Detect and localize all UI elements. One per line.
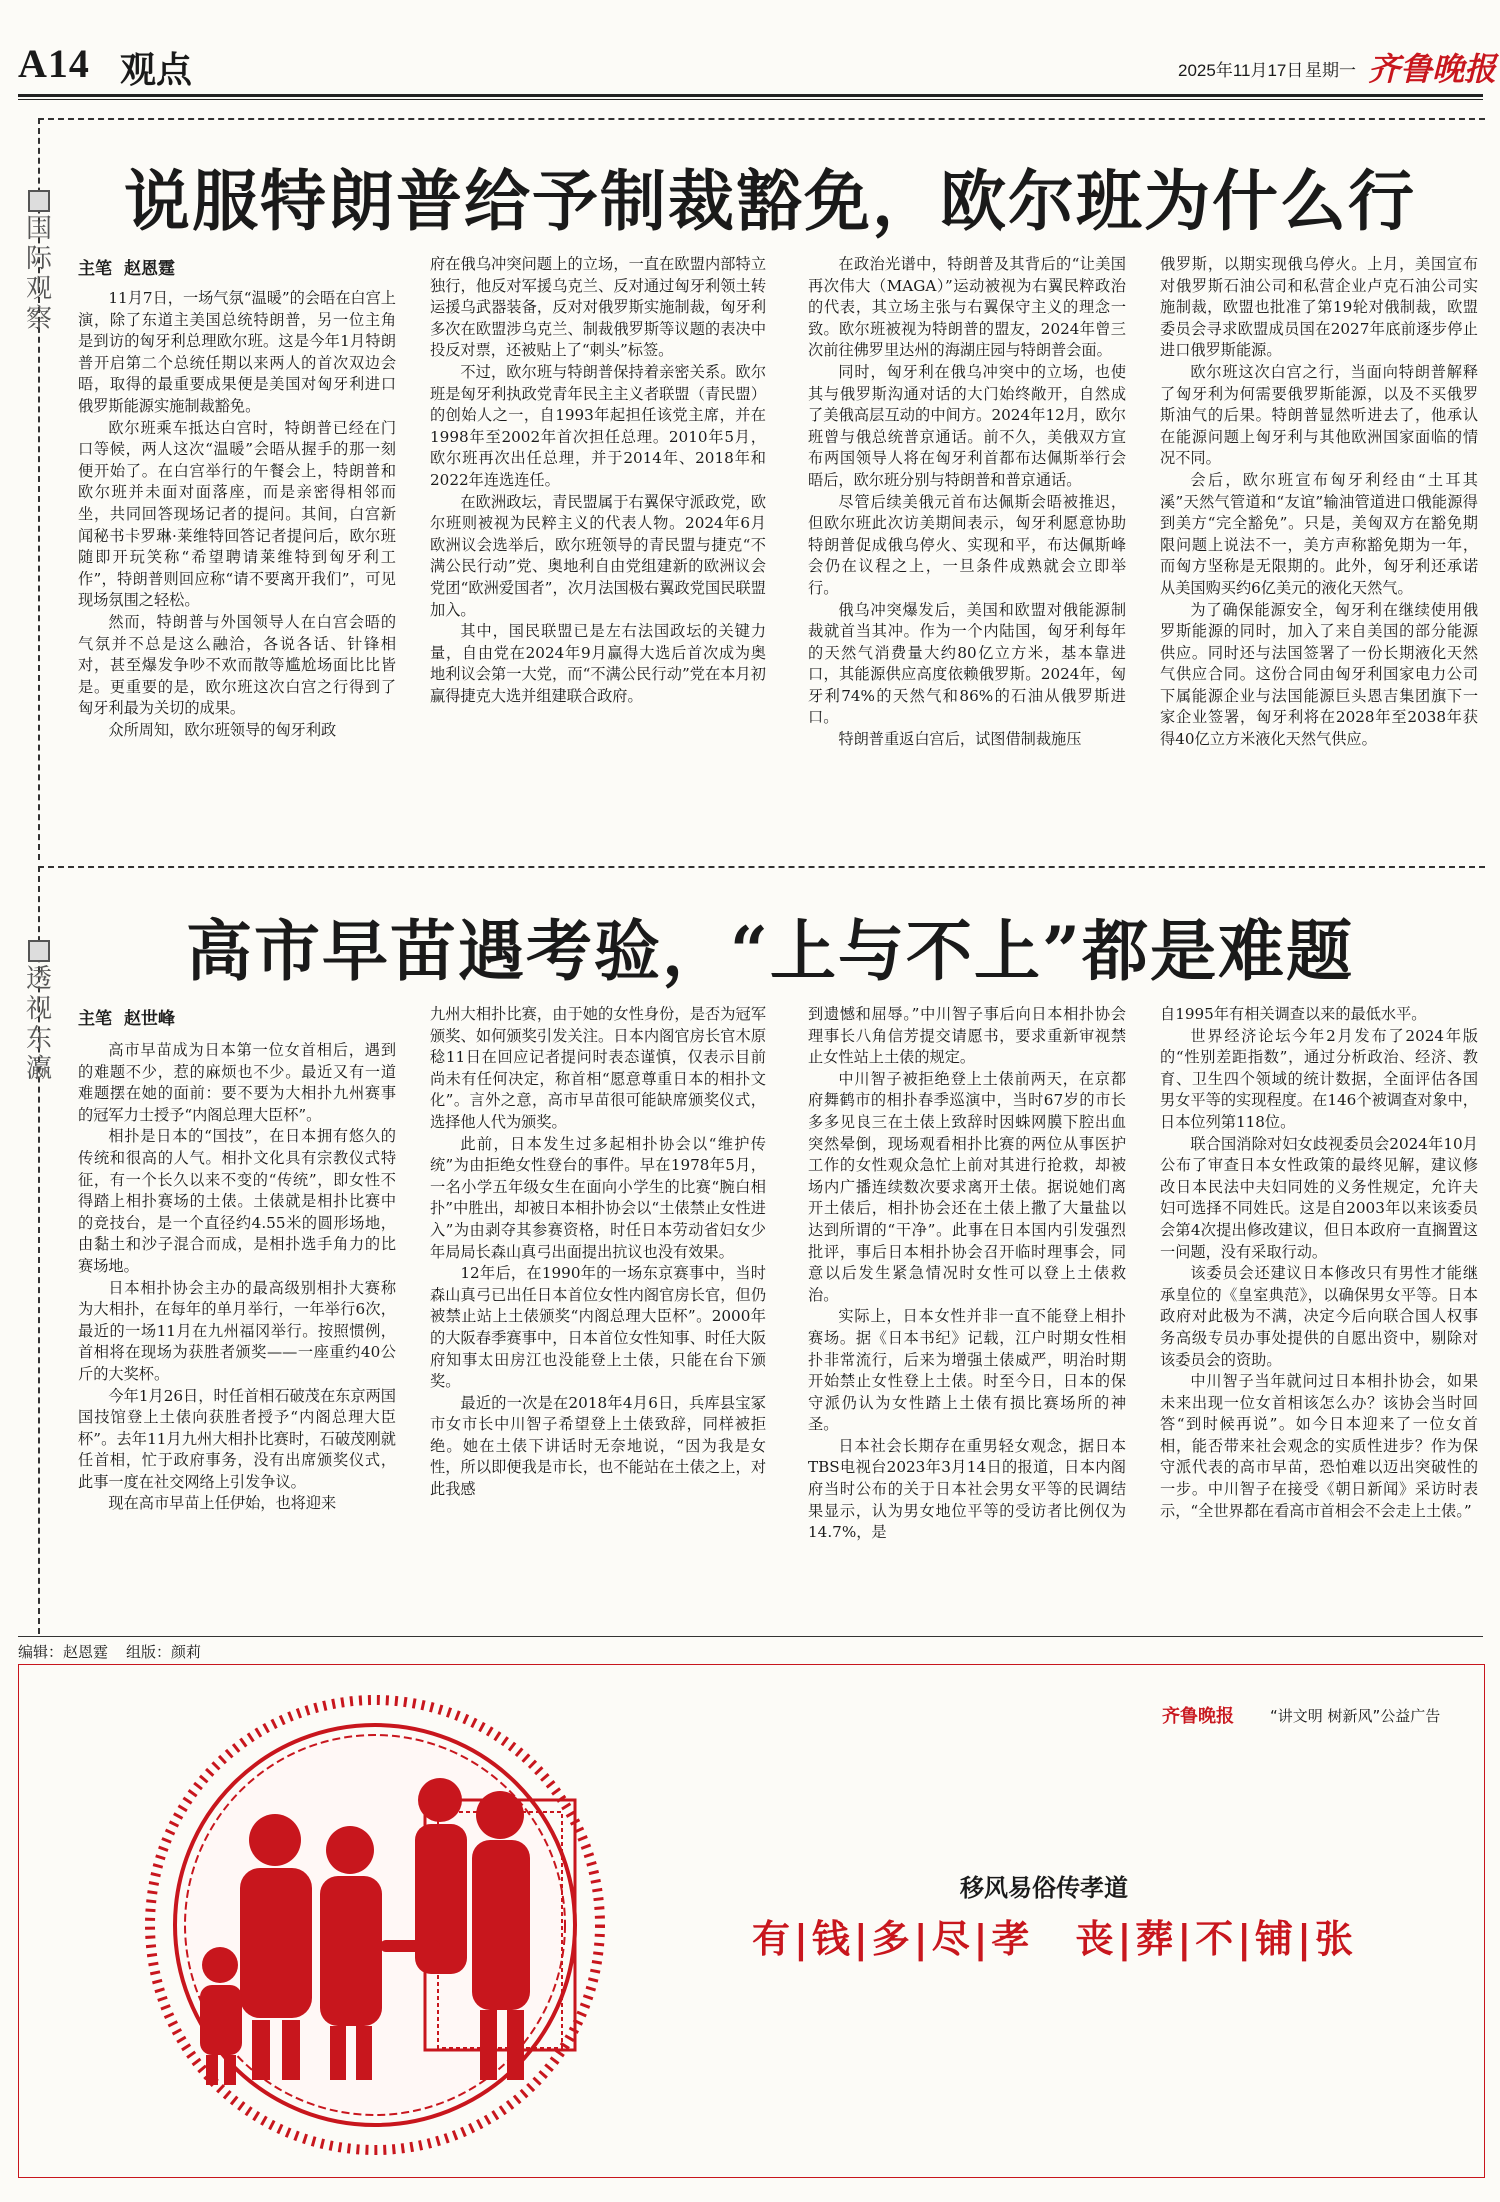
article2-col1 (78, 1040, 396, 1624)
paragraph: 然而，特朗普与外国领导人在白宫会晤的气氛并不总是这么融洽，各说各话、针锋相对，甚至爆发争吵不欢而散等尴尬场面比比皆是。更重要的是，欧尔班这次白宫之行得到了匈牙利最为关切的成果。 (78, 612, 396, 718)
section-name: 观点 (120, 49, 193, 91)
paragraph: 最近的一次是在2018年4月6日，兵库县宝冢市女市长中川智子希望登上土俵致辞，同样被拒绝。她在土俵下讲话时无奈地说，“因为我是女性，所以即便我是市长，也不能站在土俵之上，对此我感 (430, 1393, 766, 1499)
paragraph: 在政治光谱中，特朗普及其背后的“让美国再次伟大（MAGA）”运动被视为右翼民粹政治的代表，其立场主张与右翼保守主义的理念一致。欧尔班被视为特朗普的盟友，2024年曾三次前往佛罗里达州的海湖庄园与特朗普会面。 (808, 255, 1126, 360)
paragraph: 九州大相扑比赛，由于她的女性身份，是否为冠军颁奖、如何颁奖引发关注。日本内阁官房长官木原稔11日在回应记者提问时表态谨慎，仅表示目前尚未有任何决定，称首相“愿意尊重日本的相扑文化”。言外之意，高市早苗很可能缺席颁奖仪式，选择他人代为颁奖。 (430, 1005, 766, 1131)
article1-column-tag (22, 190, 56, 334)
paragraph: 众所周知，欧尔班领导的匈牙利政 (108, 720, 337, 739)
paragraph: 欧尔班这次白宫之行，当面向特朗普解释了匈牙利为何需要俄罗斯能源，以及不买俄罗斯油气的后果。特朗普显然听进去了，他承认在能源问题上匈牙利与其他欧洲国家面临的情况不同。 (1160, 362, 1478, 468)
header-rule (18, 94, 1483, 97)
column-tag-text: 透视东瀛 (26, 964, 53, 1084)
article1-col2 (430, 254, 766, 844)
editor-name: 编辑：赵恩霆 (18, 1643, 109, 1661)
paragraph: 到遗憾和屈辱。”中川智子事后向日本相扑协会理事长八角信芳提交请愿书，要求重新审视禁止女性站上土俵的规定。 (808, 1005, 1126, 1067)
paragraph: 同时，匈牙利在俄乌冲突中的立场，也使其与俄罗斯沟通对话的大门始终敞开，自然成了美俄高层互动的中间方。2024年12月，欧尔班曾与俄总统普京通话。前不久，美俄双方宣布两国领导人将在匈牙利首都布达佩斯举行会晤后，欧尔班分别与特朗普和普京通话。 (808, 362, 1126, 489)
paragraph: 联合国消除对妇女歧视委员会2024年10月公布了审查日本女性政策的最终见解，建议修改日本民法中夫妇同姓的义务性规定，允许夫妇可选择不同姓氏。这是自2003年以来该委员会第4次提出修改建议，但日本政府一直搁置这一问题，没有采取行动。 (1160, 1134, 1478, 1261)
paragraph: 该委员会还建议日本修改只有男性才能继承皇位的《皇室典范》，以确保男女平等。日本政府对此极为不满，决定今后向联合国人权事务高级专员办事处提供的自愿出资中，剔除对该委员会的资助。 (1160, 1264, 1478, 1369)
paragraph: 欧尔班乘车抵达白宫时，特朗普已经在门口等候，两人这次“温暖”会晤从握手的那一刻便开始了。在白宫举行的午餐会上，特朗普和欧尔班并未面对面落座，而是亲密得相邻而坐，共同回答现场记者的提问。其间，白宫新闻秘书卡罗琳·莱维特回答记者提问后，欧尔班随即开玩笑称“希望聘请莱维特到匈牙利工作”，特朗普则回应称“请不要离开我们”，可见现场氛围之轻松。 (78, 418, 396, 610)
issue-date: 2025年11月17日 (1178, 61, 1304, 80)
paragraph: 11月7日，一场气氛“温暖”的会晤在白宫上演，除了东道主美国总统特朗普，另一位主角是到访的匈牙利总理欧尔班。这是今年1月特朗普开启第二个总统任期以来两人的首次双边会晤，取得的最重要成果便是美国对匈牙利进口俄罗斯能源实施制裁豁免。 (78, 289, 396, 415)
byline-label: 主笔 (78, 1009, 112, 1029)
article1-col3 (808, 254, 1126, 844)
article2-title: 高市早苗遇考验，“上与不上”都是难题 (186, 912, 1354, 990)
family-papercut-icon (140, 1690, 610, 2160)
column-tag-icon (28, 940, 50, 962)
page-number: A14 (18, 41, 90, 86)
article1-col4 (1160, 254, 1478, 844)
article2-column-tag (22, 940, 56, 1084)
byline-label: 主笔 (78, 259, 112, 279)
paragraph: 自1995年有相关调查以来的最低水平。 (1160, 1005, 1427, 1023)
paragraph: 高市早苗成为日本第一位女首相后，遇到的难题不少，惹的麻烦也不少。最近又有一道难题摆在她的面前：要不要为大相扑九州赛事的冠军力士授予“内阁总理大臣杯”。 (78, 1041, 396, 1124)
ad-brand-logo: 齐鲁晚报 (1162, 1706, 1234, 1727)
paragraph: 尽管后续美俄元首布达佩斯会晤被推迟，但欧尔班此次访美期间表示，匈牙利愿意协助特朗普促成俄乌停火、实现和平，布达佩斯峰会仍在议程之上，一旦条件成熟就会立即举行。 (808, 492, 1126, 597)
editor-credits (18, 1641, 219, 1662)
ad-main-text: 有|钱|多|尽|孝 丧|葬|不|铺|张 (752, 1917, 1358, 1961)
article2-col3 (808, 1004, 1126, 1624)
byline-author: 赵世峰 (124, 1009, 175, 1029)
paragraph: 不过，欧尔班与特朗普保持着亲密关系。欧尔班是匈牙利执政党青年民主主义者联盟（青民盟）的创始人之一，自1993年起担任该党主席，并在1998年至2002年首次担任总理。2010年5月，欧尔班再次出任总理，并于2014年、2018年和2022年连选连任。 (430, 362, 766, 489)
paragraph: 俄乌冲突爆发后，美国和欧盟对俄能源制裁就首当其冲。作为一个内陆国，匈牙利每年的天然气消费量大约80亿立方米，基本靠进口，其能源供应高度依赖俄罗斯。2024年，匈牙利74%的天然气和86%的石油从俄罗斯进口。 (808, 600, 1126, 727)
designer-name: 组版：颜莉 (126, 1643, 202, 1661)
paragraph: 在欧洲政坛，青民盟属于右翼保守派政党，欧尔班则被视为民粹主义的代表人物。2024年6月欧洲议会选举后，欧尔班领导的青民盟与捷克“不满公民行动”党、奥地利自由党组建新的欧洲议会党团“欧洲爱国者”，次月法国极右翼政党国民联盟加入。 (430, 492, 766, 619)
header-rule-thin (18, 99, 1483, 100)
paragraph: 中川智子被拒绝登上土俵前两天，在京都府舞鹤市的相扑春季巡演中，当时67岁的市长多多见良三在土俵上致辞时因蛛网膜下腔出血突然晕倒，现场观看相扑比赛的两位从事医护工作的女性观众急忙上前对其进行抢救，却被场内广播连续数次要求离开土俵。据说她们离开土俵后，相扑协会还在土俵上撒了大量盐以达到所谓的“干净”。此事在日本国内引发强烈批评，事后日本相扑协会召开临时理事会，同意以后发生紧急情况时女性可以登上土俵救治。 (808, 1069, 1126, 1304)
article2-col4 (1160, 1004, 1478, 1624)
paragraph: 其中，国民联盟已是左右法国政坛的关键力量，自由党在2024年9月赢得大选后首次成为奥地利议会第一大党，而“不满公民行动”党在本月初赢得捷克大选并组建联合政府。 (430, 622, 766, 705)
paragraph: 实际上，日本女性并非一直不能登上相扑赛场。据《日本书纪》记载，江户时期女性相扑非常流行，后来为增强土俵威严，明治时期开始禁止女性登上土俵。时至今日，日本的保守派仍认为女性踏上土俵有损比赛场所的神圣。 (808, 1307, 1126, 1434)
article1-title: 说服特朗普给予制裁豁免，欧尔班为什么行 (124, 162, 1416, 240)
paragraph: 日本相扑协会主办的最高级别相扑大赛称为大相扑，在每年的单月举行，一年举行6次，最近的一场11月在九州福冈举行。按照惯例，首相将在现场为获胜者颁奖——一座重约40公斤的大奖杯。 (78, 1278, 396, 1383)
paragraph: 此前，日本发生过多起相扑协会以“维护传统”为由拒绝女性登台的事件。早在1978年5月，一名小学五年级女生在面向小学生的比赛“腕白相扑”中胜出，却被日本相扑协会以“土俵禁止女性进入”为由剥夺其参赛资格，时任日本劳动省妇女少年局局长森山真弓出面提出抗议也没有效果。 (430, 1134, 766, 1261)
paragraph: 相扑是日本的“国技”，在日本拥有悠久的传统和很高的人气。相扑文化具有宗教仪式特征，有一个长久以来不变的“传统”，即女性不得踏上相扑赛场的土俵。土俵就是相扑比赛中的竞技台，是一个直径约4.55米的圆形场地，由黏土和沙子混合而成，是相扑选手角力的比赛场地。 (78, 1127, 396, 1275)
newspaper-brand: 齐鲁晚报 (1368, 50, 1497, 88)
footer-rule (18, 1636, 1483, 1637)
column-tag-icon (28, 190, 50, 212)
paragraph: 俄罗斯，以期实现俄乌停火。上月，美国宣布对俄罗斯石油公司和私营企业卢克石油公司实施制裁，欧盟也批准了第19轮对俄制裁，欧盟委员会寻求欧盟成员国在2027年底前逐步停止进口俄罗斯能源。 (1160, 255, 1478, 360)
paragraph: 会后，欧尔班宣布匈牙利经由“土耳其溪”天然气管道和“友谊”输油管道进口俄能源得到美方“完全豁免”。只是，美匈双方在豁免期限问题上说法不一，美方声称豁免期为一年，而匈方坚称是无限期的。此外，匈牙利还承诺从美国购买约6亿美元的液化天然气。 (1160, 470, 1478, 597)
paragraph: 中川智子当年就问过日本相扑协会，如果未来出现一位女首相该怎么办？该协会当时回答“到时候再说”。如今日本迎来了一位女首相，能否带来社会观念的实质性进步？作为保守派代表的高市早苗，恐怕难以迈出突破性的一步。中川智子在接受《朝日新闻》采访时表示，“全世界都在看高市首相会不会走上土俵。” (1160, 1372, 1478, 1520)
article2-col2 (430, 1004, 766, 1624)
ad-subtitle: 移风易俗传孝道 (960, 1873, 1128, 1902)
paragraph: 为了确保能源安全，匈牙利在继续使用俄罗斯能源的同时，加入了来自美国的部分能源供应。同时还与法国签署了一份长期液化天然气供应合同。这份合同由匈牙利国家电力公司下属能源企业与法国能源巨头恩吉集团旗下一家企业签署，匈牙利将在2028年至2038年获得40亿立方米液化天然气供应。 (1160, 600, 1478, 749)
paragraph: 特朗普重返白宫后，试图借制裁施压 (838, 730, 1082, 749)
article1-byline (78, 254, 175, 279)
paragraph: 今年1月26日，时任首相石破茂在东京两国国技馆登上土俵向获胜者授予“内阁总理大臣杯”。去年11月九州大相扑比赛时，石破茂刚就任首相，忙于政府事务，没有出席颁奖仪式，此事一度在社交网络上引发争议。 (78, 1386, 396, 1491)
article2-byline (78, 1004, 175, 1029)
ad-campaign-slogan: “讲文明 树新风”公益广告 (1270, 1707, 1441, 1725)
paragraph: 日本社会长期存在重男轻女观念，据日本TBS电视台2023年3月14日的报道，日本内阁府当时公布的关于日本社会男女平等的民调结果显示，认为男女地位平等的受访者比例仅为14.7%，是 (808, 1436, 1126, 1542)
issue-weekday: 星期一 (1305, 61, 1356, 80)
column-tag-text: 国际观察 (26, 214, 53, 334)
paragraph: 世界经济论坛今年2月发布了2024年版的“性别差距指数”，通过分析政治、经济、教育、卫生四个领域的统计数据，全面评估各国男女平等的实现程度。在146个被调查对象中，日本位列第118位。 (1160, 1026, 1478, 1131)
byline-author: 赵恩霆 (124, 259, 175, 279)
paragraph: 现在高市早苗上任伊始，也将迎来 (108, 1494, 337, 1513)
paragraph: 府在俄乌冲突问题上的立场，一直在欧盟内部特立独行，他反对军援乌克兰、反对通过匈牙利领土转运援乌武器装备，反对对俄罗斯实施制裁，匈牙利多次在欧盟涉乌克兰、制裁俄罗斯等议题的表决中投反对票，还被贴上了“刺头”标签。 (430, 255, 766, 360)
article1-col1 (78, 288, 396, 844)
paper-cut-illustration (140, 1690, 610, 2160)
paragraph: 12年后，在1990年的一场东京赛事中，当时森山真弓已出任日本首位女性内阁官房长官，但仍被禁止站上土俵颁奖“内阁总理大臣杯”。2000年的大阪春季赛事中，日本首位女性知事、时任大阪府知事太田房江也没能登上土俵，只能在台下颁奖。 (430, 1264, 766, 1391)
